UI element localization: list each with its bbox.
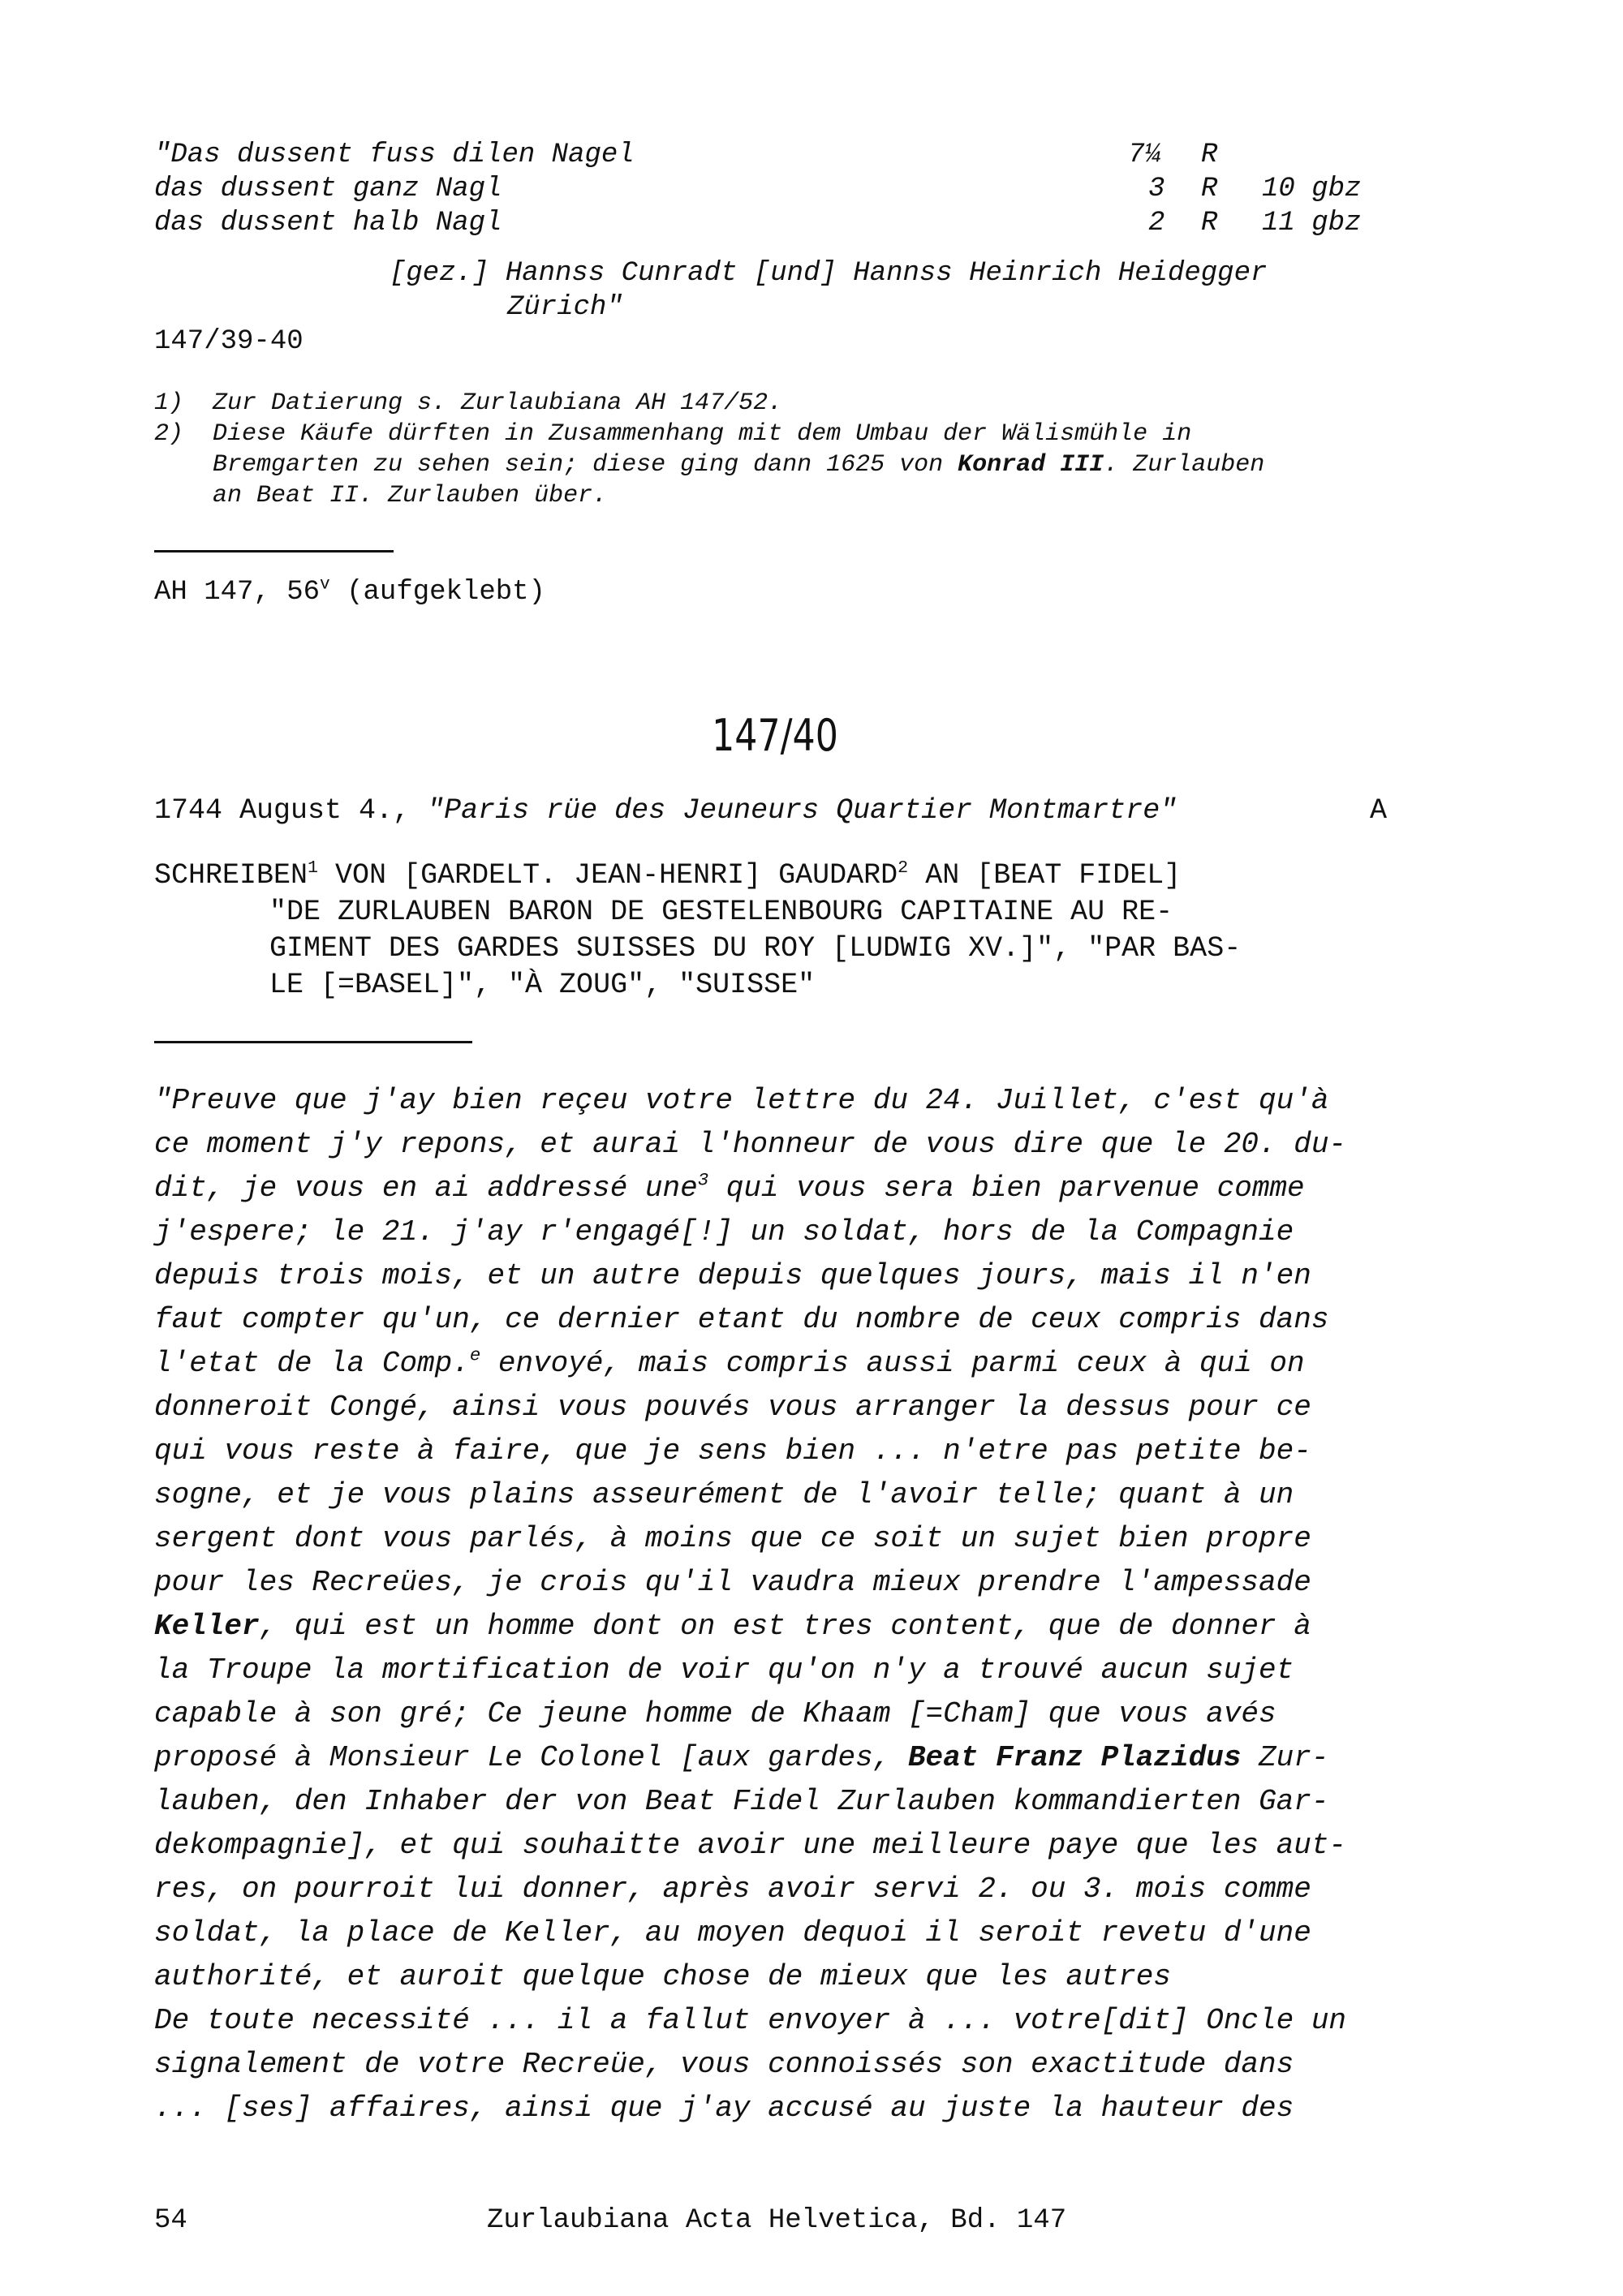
letter-line: sogne, et je vous plains asseurément de l'avoir telle; quant à un — [154, 1478, 1294, 1511]
heading-line-2: "DE ZURLAUBEN BARON DE GESTELENBOURG CAPITAINE AU RE- — [269, 896, 1173, 928]
letter-line: De toute necessité ... il a fallut envoyer à ... votre[dit] Oncle un — [154, 2004, 1347, 2037]
price-unit-1: 7¼ — [1128, 140, 1161, 170]
heading-line-3: GIMENT DES GARDES SUISSES DU ROY [LUDWIG XV.]", "PAR BAS- — [269, 932, 1242, 965]
letter-line: qui vous reste à faire, que je sens bien ... n'etre pas petite be- — [154, 1434, 1311, 1468]
prev-entry-ref: 147/39-40 — [154, 326, 304, 357]
price-cur-1: R — [1201, 140, 1218, 170]
letter-line: ... [ses] affaires, ainsi que j'ay accusé au juste la hauteur des — [154, 2092, 1294, 2125]
heading-separator — [154, 1041, 472, 1043]
letter-line: capable à son gré; Ce jeune homme de Khaam [=Cham] que vous avés — [154, 1697, 1276, 1731]
letter-line: soldat, la place de Keller, au moyen dequoi il seroit revetu d'une — [154, 1916, 1311, 1950]
price-item-2: das dussent ganz Nagl — [154, 174, 502, 204]
letter-line: lauben, den Inhaber der von Beat Fidel Zurlauben kommandierten Gar- — [154, 1785, 1329, 1818]
price-item-3: das dussent halb Nagl — [154, 208, 502, 239]
price-gbz-3: 11 gbz — [1262, 208, 1362, 239]
letter-line: dit, je vous en ai addressé une$^3$ qui vous sera bien parvenue comme — [154, 1169, 1305, 1205]
running-footer-title: Zurlaubiana Acta Helvetica, Bd. 147 — [487, 2205, 1067, 2236]
heading-line-4: LE [=BASEL]", "À ZOUG", "SUISSE" — [269, 969, 816, 1001]
letter-line: ce moment j'y repons, et aurai l'honneur de vous dire que le 20. du- — [154, 1128, 1347, 1161]
footnote-2-line-1: Diese Käufe dürften in Zusammenhang mit dem Umbau der Wälismühle in — [213, 420, 1192, 448]
footnote-2-line-2: Bremgarten zu sehen sein; diese ging dann 1625 von Konrad III. Zurlauben — [213, 451, 1265, 479]
person-name-plazidus: Beat Franz Plazidus — [907, 1741, 1242, 1774]
footnote-separator — [154, 550, 394, 553]
price-unit-3: 2 — [1148, 208, 1165, 239]
footnote-2-line-3: an Beat II. Zurlauben über. — [213, 482, 608, 510]
letter-line: "Preuve que j'ay bien reçeu votre lettre du 24. Juillet, c'est qu'à — [154, 1084, 1329, 1117]
price-cur-2: R — [1201, 174, 1218, 204]
entry-number: 147/40 — [712, 710, 838, 761]
letter-line: l'etat de la Comp.$^e$ envoyé, mais compris aussi parmi ceux à qui on — [154, 1344, 1305, 1380]
footnote-1-num: 1) — [154, 389, 184, 417]
letter-line: depuis trois mois, et un autre depuis quelques jours, mais il n'en — [154, 1259, 1311, 1292]
letter-line: pour les Recreües, je crois qu'il vaudra mieux prendre l'ampessade — [154, 1566, 1311, 1599]
price-cur-3: R — [1201, 208, 1218, 239]
letter-line: la Troupe la mortification de voir qu'on n'y a trouvé aucun sujet — [154, 1653, 1294, 1687]
page-number: 54 — [154, 2205, 187, 2236]
letter-line: res, on pourroit lui donner, après avoir servi 2. ou 3. mois comme — [154, 1872, 1311, 1906]
letter-line: signalement de votre Recreüe, vous connoissés son exactitude dans — [154, 2048, 1294, 2081]
person-name-keller: Keller — [154, 1610, 260, 1643]
letter-line: donneroit Congé, ainsi vous pouvés vous arranger la dessus pour ce — [154, 1391, 1311, 1424]
letter-line: sergent dont vous parlés, à moins que ce soit un sujet bien propre — [154, 1522, 1311, 1555]
price-item-1: "Das dussent fuss dilen Nagel — [154, 140, 635, 170]
footnote-2-num: 2) — [154, 420, 184, 448]
source-reference: AH 147, 56$^v$ (aufgeklebt) — [154, 574, 545, 608]
footnote-1-text: Zur Datierung s. Zurlaubiana AH 147/52. — [213, 389, 783, 417]
letter-line: j'espere; le 21. j'ay r'engagé[!] un soldat, hors de la Compagnie — [154, 1215, 1294, 1249]
letter-line: authorité, et auroit quelque chose de mieux que les autres — [154, 1960, 1172, 1993]
heading-line-1: SCHREIBEN$^1$ VON [GARDELT. JEAN-HENRI] GAUDARD$^2$ AN [BEAT FIDEL] — [154, 857, 1182, 892]
letter-line: dekompagnie], et qui souhaitte avoir une meilleure paye que les aut- — [154, 1829, 1347, 1862]
price-unit-2: 3 — [1148, 174, 1165, 204]
signature-place: Zürich" — [507, 292, 623, 323]
signature-line: [gez.] Hannss Cunradt [und] Hannss Heinrich Heidegger — [390, 258, 1268, 289]
date-line: 1744 August 4., "Paris rüe des Jeuneurs Quartier Montmartre" — [154, 794, 1177, 827]
price-gbz-2: 10 gbz — [1262, 174, 1362, 204]
letter-line: proposé à Monsieur Le Colonel [aux gardes, Beat Franz Plazidus Zur- — [154, 1741, 1329, 1774]
person-name-konrad: Konrad III — [958, 451, 1104, 479]
letter-line: Keller, qui est un homme dont on est tres content, que de donner à — [154, 1610, 1311, 1643]
document-type: A — [1370, 794, 1388, 827]
letter-line: faut compter qu'un, ce dernier etant du nombre de ceux compris dans — [154, 1303, 1329, 1336]
